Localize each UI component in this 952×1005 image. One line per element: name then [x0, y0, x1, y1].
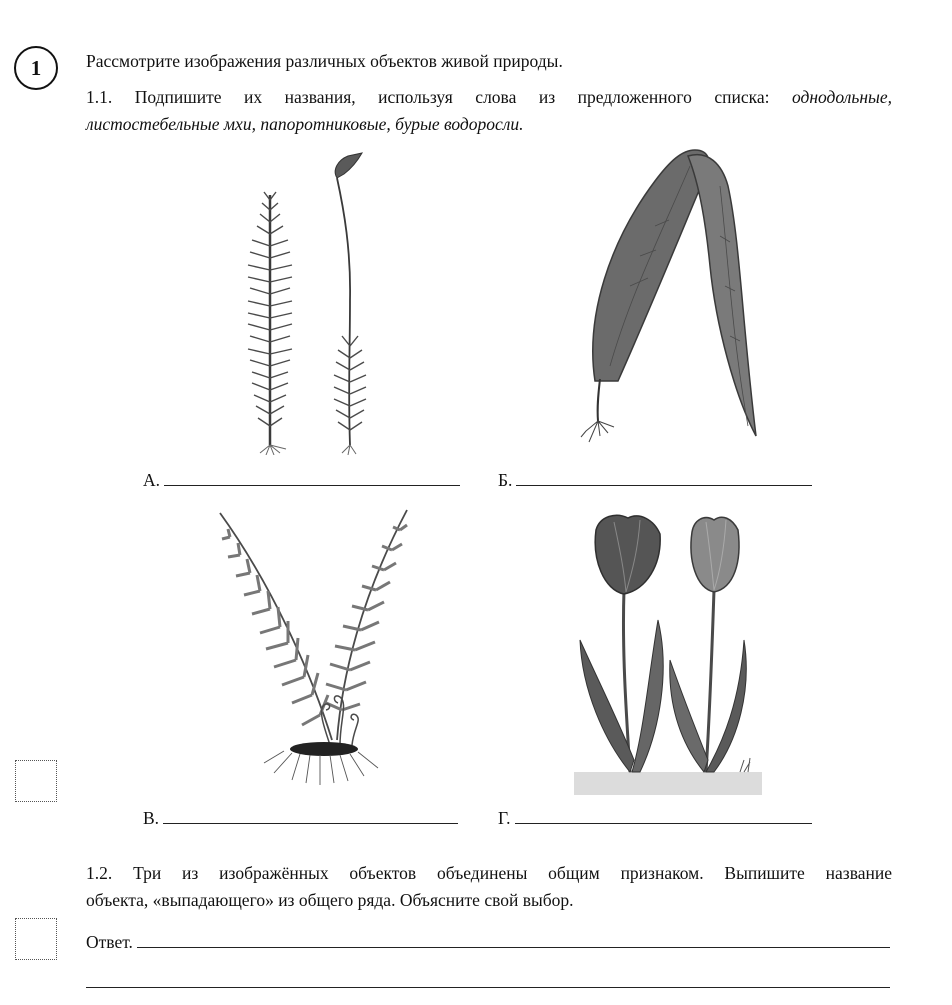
question-1-1-prefix: 1.1. Подпишите их названия, используя слова из предложенного списка:	[86, 87, 792, 107]
question-1-2-line2: объекта, «выпадающего» из общего ряда. Объясните свой выбор.	[86, 890, 574, 910]
score-box-1-1[interactable]	[15, 760, 57, 802]
label-a: А.	[143, 470, 161, 490]
label-v: В.	[143, 808, 160, 828]
answer-line-2[interactable]	[86, 986, 890, 988]
question-1-1-words-a: однодольные,	[791, 87, 892, 107]
score-box-1-2[interactable]	[15, 918, 57, 960]
kelp-illustration	[570, 146, 770, 456]
answer-row	[86, 932, 890, 953]
task-number-badge	[14, 46, 58, 90]
moss-illustration	[240, 150, 380, 455]
label-b: Б.	[498, 470, 513, 490]
label-a-row	[143, 470, 460, 491]
label-v-row	[143, 808, 458, 829]
label-g-answer-line[interactable]	[515, 809, 812, 824]
label-v-answer-line[interactable]	[163, 809, 458, 824]
task-intro: Рассмотрите изображения различных объектов живой природы.	[86, 51, 563, 71]
question-1-2-line1: 1.2. Три из изображённых объектов объединены общим признаком. Выпишите название	[86, 863, 892, 883]
label-g-row	[498, 808, 812, 829]
answer-label: Ответ.	[86, 932, 133, 952]
task-number: 1	[30, 55, 42, 80]
label-b-row	[498, 470, 812, 491]
label-b-answer-line[interactable]	[516, 471, 812, 486]
tulip-illustration	[574, 510, 762, 795]
question-1-1-line1	[86, 84, 892, 111]
question-1-1-words-b: листостебельные мхи, папоротниковые, бурые водоросли.	[86, 114, 524, 134]
label-g: Г.	[498, 808, 511, 828]
answer-line-1[interactable]	[137, 933, 890, 948]
fern-illustration	[212, 505, 412, 795]
label-a-answer-line[interactable]	[164, 471, 460, 486]
